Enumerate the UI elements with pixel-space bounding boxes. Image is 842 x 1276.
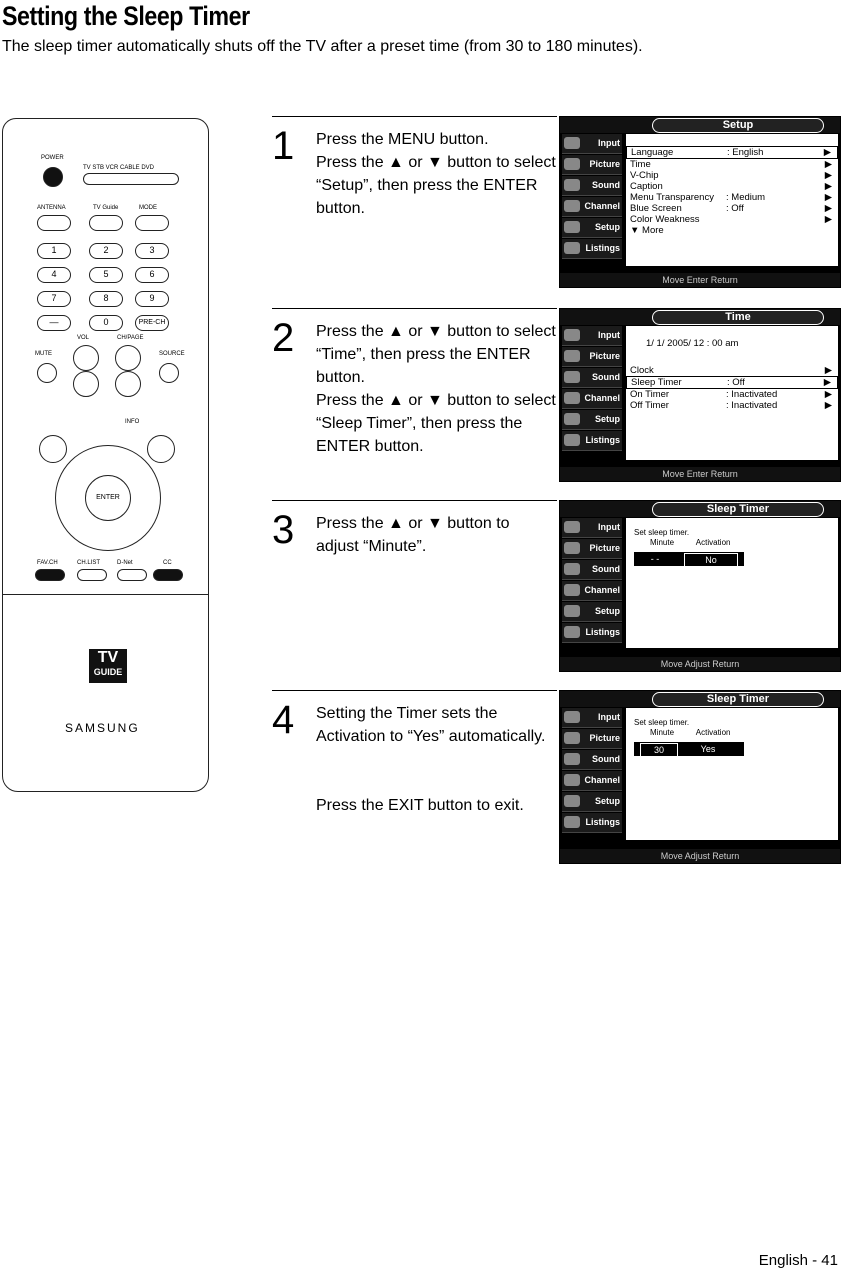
screen-content (626, 518, 838, 648)
step-number: 1 (272, 124, 295, 168)
menu-row-more: ▼ More (630, 225, 664, 236)
sound-icon (564, 179, 580, 191)
channel-icon (564, 774, 580, 786)
listings-icon (564, 626, 580, 638)
screen-sidebar (562, 708, 622, 834)
step-1 (272, 116, 557, 286)
enter-button: ENTER (85, 475, 131, 521)
page-subtitle: The sleep timer automatically shuts off the TV after a preset time (from 30 to 180 minutes). (2, 38, 643, 55)
sidebar-item-input: Input (562, 518, 622, 538)
input-icon (564, 521, 580, 533)
screen-content (626, 708, 838, 840)
ch-down-button (115, 371, 141, 397)
screen-content (626, 134, 838, 266)
activation-value: No (684, 553, 738, 567)
step-rule (272, 308, 557, 309)
screen-footer: Move Adjust Return (560, 657, 840, 671)
screen-content (626, 326, 838, 460)
screen-title: Time (652, 310, 824, 325)
input-icon (564, 711, 580, 723)
menu-row-clock: Clock ▶ (630, 365, 832, 376)
screen-sidebar (562, 518, 622, 644)
sidebar-item-picture: Picture (562, 539, 622, 559)
sidebar-item-listings: Listings (562, 623, 622, 643)
sleep-caption: Set sleep timer. (634, 528, 690, 537)
info-label: INFO (125, 419, 140, 425)
current-date-time: 1/ 1/ 2005/ 12 : 00 am (646, 338, 739, 349)
antenna-label: ANTENNA (37, 205, 66, 211)
antenna-button (37, 215, 71, 231)
sidebar-item-input: Input (562, 708, 622, 728)
sleep-caption: Set sleep timer. (634, 718, 690, 727)
remote-control (2, 118, 209, 792)
step-rule (272, 690, 557, 691)
step-2 (272, 308, 557, 483)
sleep-column-headers (626, 538, 838, 548)
mode-label: MODE (139, 205, 157, 211)
vol-up-button (73, 345, 99, 371)
page-title: Setting the Sleep Timer (2, 1, 250, 31)
exit-button (147, 435, 175, 463)
brand-name: SAMSUNG (65, 721, 140, 735)
tv-guide-logo-text: TV (97, 649, 119, 666)
sidebar-item-setup: Setup (562, 792, 622, 812)
sidebar-item-channel: Channel (562, 581, 622, 601)
sidebar-item-input: Input (562, 134, 622, 154)
screen-sidebar (562, 326, 622, 452)
sidebar-item-sound: Sound (562, 750, 622, 770)
step-text: Press the ▲ or ▼ button to select “Time”, then press the ENTER button. Press the ▲ or ▼ button to select “Sleep Timer”, then press the ENTER button. (316, 323, 556, 455)
digit-1-button: 1 (37, 243, 71, 259)
favch-label: FAV.CH (37, 560, 58, 566)
sidebar-item-sound: Sound (562, 176, 622, 196)
listings-icon (564, 434, 580, 446)
step-rule (272, 500, 557, 501)
digit-3-button: 3 (135, 243, 169, 259)
sidebar-item-sound: Sound (562, 368, 622, 388)
setup-icon (564, 795, 580, 807)
tvguide-label: TV Guide (93, 205, 119, 211)
dnet-button (117, 569, 147, 581)
input-icon (564, 329, 580, 341)
channel-icon (564, 200, 580, 212)
sleep-timer-screen-minute (559, 500, 841, 672)
sidebar-item-listings: Listings (562, 239, 622, 259)
chlist-label: CH.LIST (77, 560, 101, 566)
digit-8-button: 8 (89, 291, 123, 307)
ch-up-button (115, 345, 141, 371)
sidebar-item-picture: Picture (562, 347, 622, 367)
prech-button: PRE-CH (135, 315, 169, 331)
listings-icon (564, 816, 580, 828)
sleep-values (626, 742, 838, 762)
sound-icon (564, 563, 580, 575)
sleep-timer-screen-activation (559, 690, 841, 864)
sleep-column-headers (626, 728, 838, 738)
cc-button (153, 569, 183, 581)
sidebar-item-listings: Listings (562, 431, 622, 451)
digit-6-button: 6 (135, 267, 169, 283)
sidebar-item-channel: Channel (562, 197, 622, 217)
step-number: 4 (272, 698, 295, 742)
screen-title: Sleep Timer (652, 692, 824, 707)
remote-divider (2, 594, 209, 595)
menu-row-transparency: Menu Transparency : Medium ▶ (630, 192, 832, 203)
modes-label: TV STB VCR CABLE DVD (83, 165, 155, 171)
menu-row-language: Language : English ▶ (626, 146, 838, 159)
step-text: Press the ▲ or ▼ button to adjust “Minute”. (316, 515, 510, 555)
minute-value: 30 (640, 743, 678, 757)
step-number: 2 (272, 316, 295, 360)
tv-guide-logo (89, 649, 127, 683)
sidebar-item-channel: Channel (562, 389, 622, 409)
picture-icon (564, 542, 580, 554)
screen-footer: Move Enter Return (560, 467, 840, 481)
vol-label: VOL (77, 335, 90, 341)
dash-button: — (37, 315, 71, 331)
setup-icon (564, 221, 580, 233)
step-text: Press the MENU button. Press the ▲ or ▼ button to select “Setup”, then press the ENTER button. (316, 131, 556, 217)
menu-row-blue-screen: Blue Screen : Off ▶ (630, 203, 832, 214)
digit-7-button: 7 (37, 291, 71, 307)
screen-footer: Move Adjust Return (560, 849, 840, 863)
channel-icon (564, 584, 580, 596)
power-label: POWER (41, 155, 64, 161)
minute-header: Minute (650, 538, 675, 547)
sound-icon (564, 753, 580, 765)
activation-value: Yes (700, 744, 716, 754)
sidebar-item-picture: Picture (562, 729, 622, 749)
digit-9-button: 9 (135, 291, 169, 307)
dnet-label: D-Net (117, 560, 133, 566)
menu-row-sleep-timer: Sleep Timer : Off ▶ (626, 376, 838, 389)
listings-icon (564, 242, 580, 254)
activation-header: Activation (695, 538, 731, 547)
mute-label: MUTE (35, 351, 52, 357)
digit-5-button: 5 (89, 267, 123, 283)
input-icon (564, 137, 580, 149)
chpage-label: CH/PAGE (117, 335, 144, 341)
sidebar-item-picture: Picture (562, 155, 622, 175)
minute-header: Minute (650, 728, 675, 737)
menu-row-time: Time ▶ (630, 159, 832, 170)
menu-row-off-timer: Off Timer : Inactivated ▶ (630, 400, 832, 411)
tvguide-button (89, 215, 123, 231)
favch-button (35, 569, 65, 581)
minute-value: - - (650, 554, 660, 564)
sidebar-item-sound: Sound (562, 560, 622, 580)
power-button (43, 167, 63, 187)
sound-icon (564, 371, 580, 383)
step-extra-text: Press the EXIT button to exit. (316, 797, 524, 814)
setup-icon (564, 605, 580, 617)
step-4 (272, 690, 557, 860)
digit-2-button: 2 (89, 243, 123, 259)
menu-row-vchip: V-Chip ▶ (630, 170, 832, 181)
screen-title: Setup (652, 118, 824, 133)
vol-down-button (73, 371, 99, 397)
step-text: Setting the Timer sets the Activation to “Yes” automatically. (316, 705, 546, 745)
setup-icon (564, 413, 580, 425)
tv-guide-logo-sub: GUIDE (93, 667, 123, 677)
screen-sidebar (562, 134, 622, 260)
sidebar-item-channel: Channel (562, 771, 622, 791)
menu-button (39, 435, 67, 463)
sidebar-item-setup: Setup (562, 410, 622, 430)
digit-4-button: 4 (37, 267, 71, 283)
mode-button (135, 215, 169, 231)
sidebar-item-setup: Setup (562, 602, 622, 622)
digit-0-button: 0 (89, 315, 123, 331)
sidebar-item-listings: Listings (562, 813, 622, 833)
sidebar-item-input: Input (562, 326, 622, 346)
sidebar-item-setup: Setup (562, 218, 622, 238)
screen-title: Sleep Timer (652, 502, 824, 517)
cc-label: CC (163, 560, 172, 566)
screen-footer: Move Enter Return (560, 273, 840, 287)
channel-icon (564, 392, 580, 404)
mute-button (37, 363, 57, 383)
step-3 (272, 500, 557, 670)
step-number: 3 (272, 508, 295, 552)
page-number: English - 41 (758, 1252, 838, 1269)
picture-icon (564, 350, 580, 362)
time-menu-screen (559, 308, 841, 482)
source-label: SOURCE (159, 351, 185, 357)
sleep-values (626, 552, 838, 572)
menu-row-caption: Caption ▶ (630, 181, 832, 192)
mode-selector (83, 173, 179, 185)
source-button (159, 363, 179, 383)
setup-menu-screen (559, 116, 841, 288)
picture-icon (564, 158, 580, 170)
chlist-button (77, 569, 107, 581)
step-rule (272, 116, 557, 117)
activation-header: Activation (695, 728, 731, 737)
menu-row-on-timer: On Timer : Inactivated ▶ (630, 389, 832, 400)
menu-row-color-weakness: Color Weakness ▶ (630, 214, 832, 225)
picture-icon (564, 732, 580, 744)
